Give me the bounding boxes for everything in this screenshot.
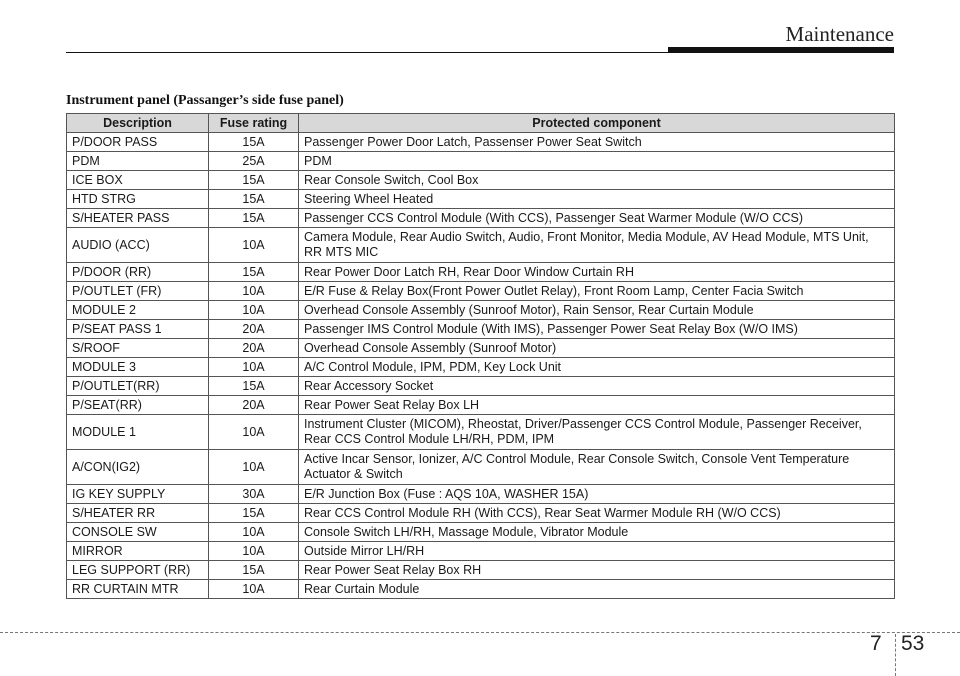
cell-fuse-rating: 15A [209, 377, 299, 396]
table-row [67, 282, 895, 301]
cell-description: P/DOOR PASS [67, 133, 209, 152]
table-row [67, 263, 895, 282]
cell-protected-component: Rear Curtain Module [299, 580, 895, 599]
cell-protected-component: Overhead Console Assembly (Sunroof Motor), Rain Sensor, Rear Curtain Module [299, 301, 895, 320]
section-title: Instrument panel (Passanger’s side fuse panel) [66, 93, 344, 108]
cell-fuse-rating: 20A [209, 320, 299, 339]
cell-description: P/DOOR (RR) [67, 263, 209, 282]
cell-description: AUDIO (ACC) [67, 228, 209, 263]
cell-protected-component: Rear Power Seat Relay Box RH [299, 561, 895, 580]
table-row [67, 190, 895, 209]
cell-fuse-rating: 25A [209, 152, 299, 171]
table-body [67, 133, 895, 599]
table-row [67, 415, 895, 450]
cell-protected-component: Rear CCS Control Module RH (With CCS), Rear Seat Warmer Module RH (W/O CCS) [299, 504, 895, 523]
cell-protected-component: Rear Power Seat Relay Box LH [299, 396, 895, 415]
table-row [67, 542, 895, 561]
cell-protected-component: A/C Control Module, IPM, PDM, Key Lock Unit [299, 358, 895, 377]
cell-fuse-rating: 15A [209, 133, 299, 152]
table-row [67, 228, 895, 263]
cell-description: HTD STRG [67, 190, 209, 209]
cell-description: A/CON(IG2) [67, 450, 209, 485]
cell-description: MODULE 3 [67, 358, 209, 377]
cell-description: MODULE 1 [67, 415, 209, 450]
cell-description: LEG SUPPORT (RR) [67, 561, 209, 580]
cell-fuse-rating: 10A [209, 542, 299, 561]
table-row [67, 450, 895, 485]
cell-fuse-rating: 20A [209, 396, 299, 415]
cell-protected-component: Camera Module, Rear Audio Switch, Audio, Front Monitor, Media Module, AV Head Module, MTS Unit, RR MTS MIC [299, 228, 895, 263]
footer-divider [895, 634, 896, 676]
cell-description: ICE BOX [67, 171, 209, 190]
cell-fuse-rating: 10A [209, 415, 299, 450]
footer-rule [0, 632, 960, 633]
table-row [67, 504, 895, 523]
chapter-number: 7 [870, 632, 882, 655]
cell-fuse-rating: 20A [209, 339, 299, 358]
column-header-protected-component: Protected component [299, 114, 895, 133]
page-number: 53 [901, 632, 925, 655]
cell-fuse-rating: 10A [209, 358, 299, 377]
table-row [67, 320, 895, 339]
cell-description: MIRROR [67, 542, 209, 561]
table-row [67, 152, 895, 171]
table-row [67, 396, 895, 415]
cell-description: IG KEY SUPPLY [67, 485, 209, 504]
cell-fuse-rating: 10A [209, 301, 299, 320]
header-rule-thick [668, 47, 894, 53]
cell-description: RR CURTAIN MTR [67, 580, 209, 599]
cell-protected-component: PDM [299, 152, 895, 171]
cell-protected-component: Active Incar Sensor, Ionizer, A/C Control Module, Rear Console Switch, Console Vent Temperature Actuator & Switch [299, 450, 895, 485]
fuse-table [66, 113, 895, 599]
cell-description: P/OUTLET (FR) [67, 282, 209, 301]
table-row [67, 209, 895, 228]
cell-protected-component: Passenger CCS Control Module (With CCS), Passenger Seat Warmer Module (W/O CCS) [299, 209, 895, 228]
cell-fuse-rating: 10A [209, 228, 299, 263]
cell-fuse-rating: 15A [209, 504, 299, 523]
cell-fuse-rating: 30A [209, 485, 299, 504]
cell-description: CONSOLE SW [67, 523, 209, 542]
cell-description: MODULE 2 [67, 301, 209, 320]
cell-description: P/SEAT PASS 1 [67, 320, 209, 339]
table-row [67, 301, 895, 320]
cell-fuse-rating: 15A [209, 561, 299, 580]
cell-protected-component: Rear Accessory Socket [299, 377, 895, 396]
table-row [67, 377, 895, 396]
cell-fuse-rating: 10A [209, 282, 299, 301]
cell-protected-component: E/R Junction Box (Fuse : AQS 10A, WASHER 15A) [299, 485, 895, 504]
cell-description: P/OUTLET(RR) [67, 377, 209, 396]
cell-protected-component: Steering Wheel Heated [299, 190, 895, 209]
cell-description: S/HEATER RR [67, 504, 209, 523]
cell-fuse-rating: 15A [209, 263, 299, 282]
cell-protected-component: Console Switch LH/RH, Massage Module, Vibrator Module [299, 523, 895, 542]
cell-fuse-rating: 15A [209, 171, 299, 190]
column-header-description: Description [67, 114, 209, 133]
cell-description: PDM [67, 152, 209, 171]
table-row [67, 523, 895, 542]
table-row [67, 561, 895, 580]
table-row [67, 133, 895, 152]
cell-fuse-rating: 10A [209, 450, 299, 485]
table-row [67, 358, 895, 377]
cell-fuse-rating: 15A [209, 209, 299, 228]
table-row [67, 339, 895, 358]
table-row [67, 171, 895, 190]
cell-description: P/SEAT(RR) [67, 396, 209, 415]
cell-fuse-rating: 10A [209, 523, 299, 542]
cell-protected-component: Passenger IMS Control Module (With IMS), Passenger Power Seat Relay Box (W/O IMS) [299, 320, 895, 339]
cell-description: S/ROOF [67, 339, 209, 358]
column-header-fuse-rating: Fuse rating [209, 114, 299, 133]
cell-protected-component: Outside Mirror LH/RH [299, 542, 895, 561]
cell-protected-component: Instrument Cluster (MICOM), Rheostat, Driver/Passenger CCS Control Module, Passenger Receiver, Rear CCS Control Module LH/RH, PDM, IPM [299, 415, 895, 450]
cell-protected-component: Overhead Console Assembly (Sunroof Motor) [299, 339, 895, 358]
table-row [67, 485, 895, 504]
page-header-title: Maintenance [785, 22, 894, 46]
header-rule-thin [66, 52, 668, 53]
cell-fuse-rating: 10A [209, 580, 299, 599]
cell-description: S/HEATER PASS [67, 209, 209, 228]
cell-protected-component: Rear Power Door Latch RH, Rear Door Window Curtain RH [299, 263, 895, 282]
cell-protected-component: Rear Console Switch, Cool Box [299, 171, 895, 190]
cell-protected-component: Passenger Power Door Latch, Passenser Power Seat Switch [299, 133, 895, 152]
cell-protected-component: E/R Fuse & Relay Box(Front Power Outlet Relay), Front Room Lamp, Center Facia Switch [299, 282, 895, 301]
table-header-row [67, 114, 895, 133]
cell-fuse-rating: 15A [209, 190, 299, 209]
table-row [67, 580, 895, 599]
